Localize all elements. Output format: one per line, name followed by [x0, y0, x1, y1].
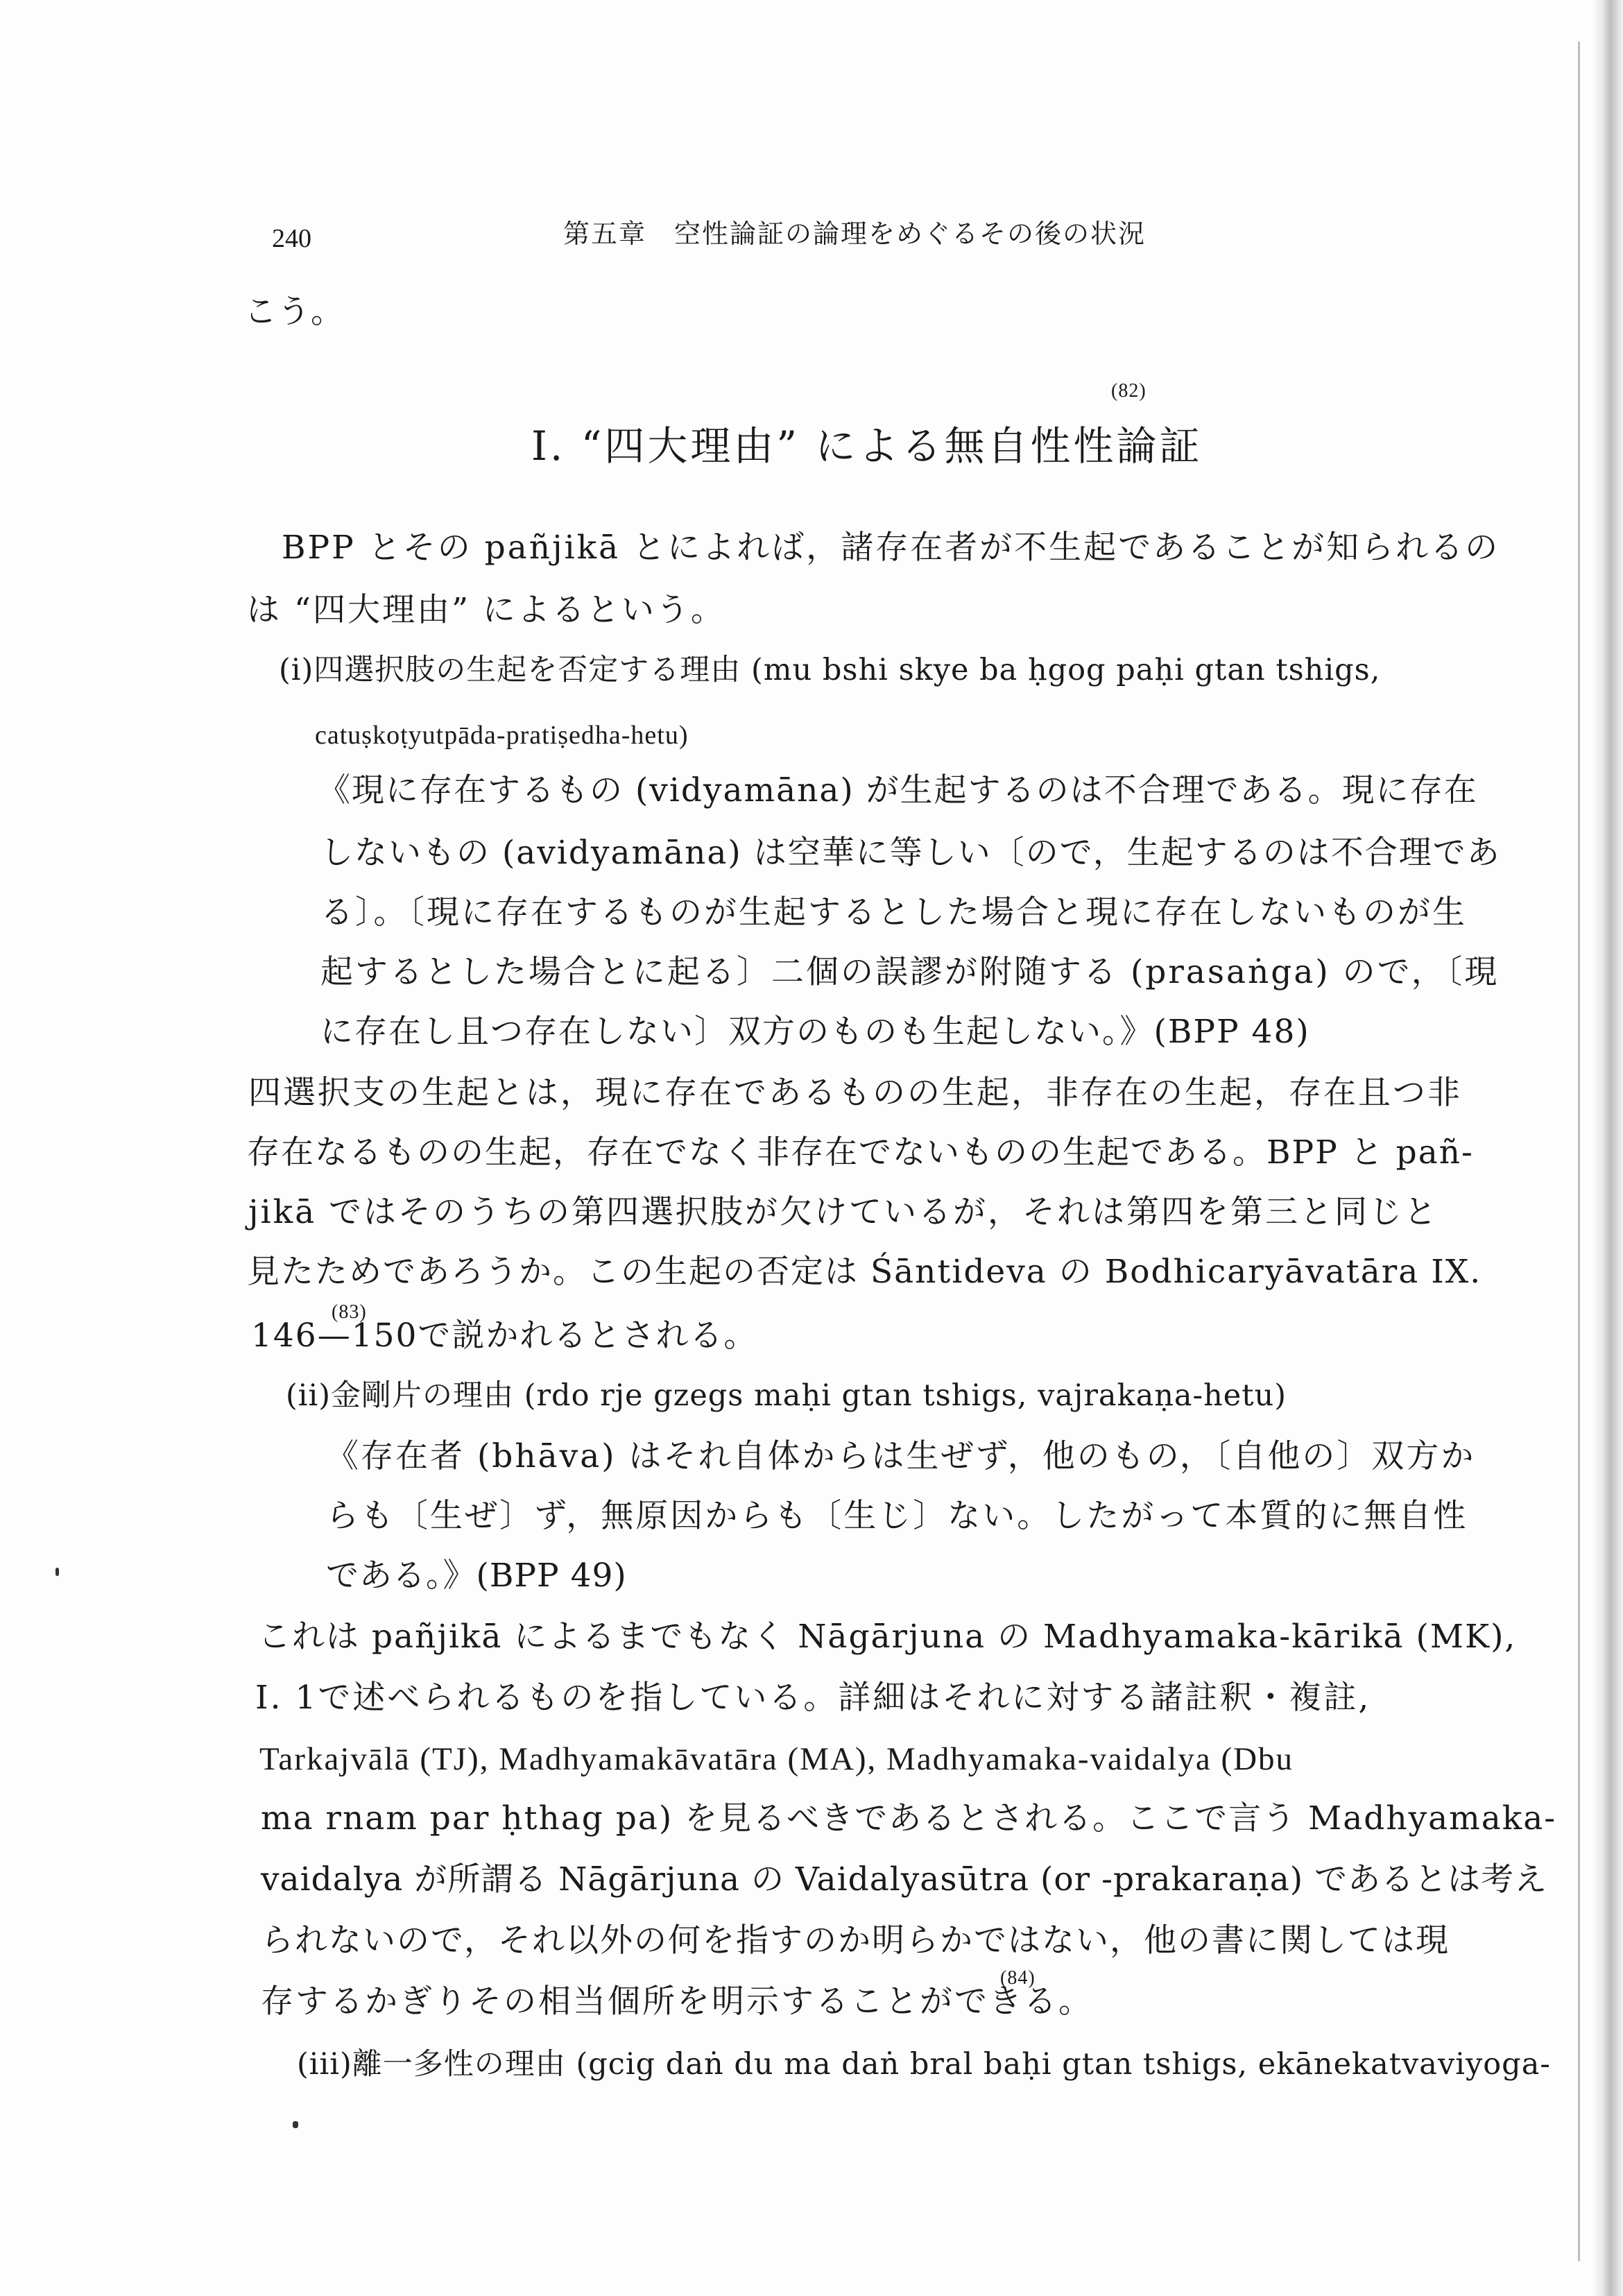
- text-line: こう。: [244, 293, 344, 331]
- text-line: る〕。〔現に存在するものが生起するとした場合と現に存在しないものが生: [320, 893, 1467, 932]
- text-line: (i)四選択肢の生起を否定する理由 (mu bshi skye ba ḥgog paḥi gtan tshigs,: [279, 653, 1381, 687]
- text-line: である。》(BPP 49): [326, 1557, 627, 1595]
- text-line: I. 1で述べられるものを指している。詳細はそれに対する諸註釈・複註,: [255, 1679, 1371, 1717]
- text-line: は “四大理由” によるという。: [247, 591, 725, 629]
- text-line: (ii)金剛片の理由 (rdo rje gzegs maḥi gtan tshigs, vajrakaṇa-hetu): [286, 1378, 1287, 1413]
- text-line: 起するとした場合とに起る〕二個の誤謬が附随する (prasaṅga) ので，〔現: [320, 953, 1500, 991]
- text-line: 存在なるものの生起，存在でなく非存在でないものの生起である。BPP と pañ-: [247, 1133, 1474, 1172]
- text-line: 四選択支の生起とは，現に存在であるものの生起，非存在の生起，存在且つ非: [248, 1074, 1462, 1112]
- section-title: I. “四大理由” による無自性性論証: [531, 422, 1203, 470]
- page-edge-shadow: [1591, 0, 1623, 2296]
- running-head: 第五章 空性論証の論理をめぐるその後の状況: [563, 219, 1147, 249]
- page-edge-line: [1578, 42, 1580, 2261]
- text-line: 見たためであろうか。この生起の否定は Śāntideva の Bodhicaryāvatāra IX.: [247, 1253, 1482, 1291]
- text-line: jikā ではそのうちの第四選択肢が欠けているが，それは第四を第三と同じと: [248, 1193, 1439, 1231]
- text-line: 《現に存在するもの (vidyamāna) が生起するのは不合理である。現に存在: [318, 771, 1478, 809]
- text-line: (iii)離一多性の理由 (gcig daṅ du ma daṅ bral baḥi gtan tshigs, ekānekatvaviyoga-: [297, 2047, 1551, 2082]
- text-line: 存するかぎりその相当個所を明示することができる。: [261, 1982, 1093, 2021]
- text-line: これは pañjikā によるまでもなく Nāgārjuna の Madhyamaka-kārikā (MK),: [258, 1618, 1517, 1656]
- text-line: BPP とその pañjikā とによれば，諸存在者が不生起であることが知られるの: [282, 529, 1500, 567]
- text-line: に存在し且つ存在しない〕双方のものも生起しない。》(BPP 48): [320, 1013, 1310, 1051]
- text-line: catuṣkoṭyutpāda-pratiṣedha-hetu): [315, 721, 689, 750]
- text-line: ma rnam par ḥthag pa) を見るべきであるとされる。ここで言う Madhyamaka-: [261, 1799, 1557, 1837]
- text-line: しないもの (avidyamāna) は空華に等しい〔ので，生起するのは不合理であ: [320, 834, 1501, 872]
- section-note-ref: (82): [1111, 380, 1147, 402]
- text-line: らも〔生ぜ〕ず，無原因からも〔生じ〕ない。したがって本質的に無自性: [326, 1497, 1468, 1535]
- footnote-ref-83: (83): [332, 1301, 367, 1323]
- text-line: られないので，それ以外の何を指すのか明らかではない，他の書に関しては現: [261, 1921, 1450, 1960]
- text-line: vaidalya が所謂る Nāgārjuna の Vaidalyasūtra (or -prakaraṇa) であるとは考え: [261, 1860, 1548, 1899]
- scan-speck: [293, 2121, 298, 2128]
- text-line: 《存在者 (bhāva) はそれ自体からは生ぜず，他のもの，〔自他の〕双方か: [326, 1437, 1476, 1475]
- text-line: 146—150で説かれるとされる。: [251, 1317, 758, 1355]
- scan-speck: [55, 1568, 59, 1576]
- footnote-ref-84: (84): [1000, 1967, 1036, 1989]
- text-line: Tarkajvālā (TJ), Madhyamakāvatāra (MA), Madhyamaka-vaidalya (Dbu: [259, 1741, 1294, 1777]
- page-number: 240: [272, 224, 311, 253]
